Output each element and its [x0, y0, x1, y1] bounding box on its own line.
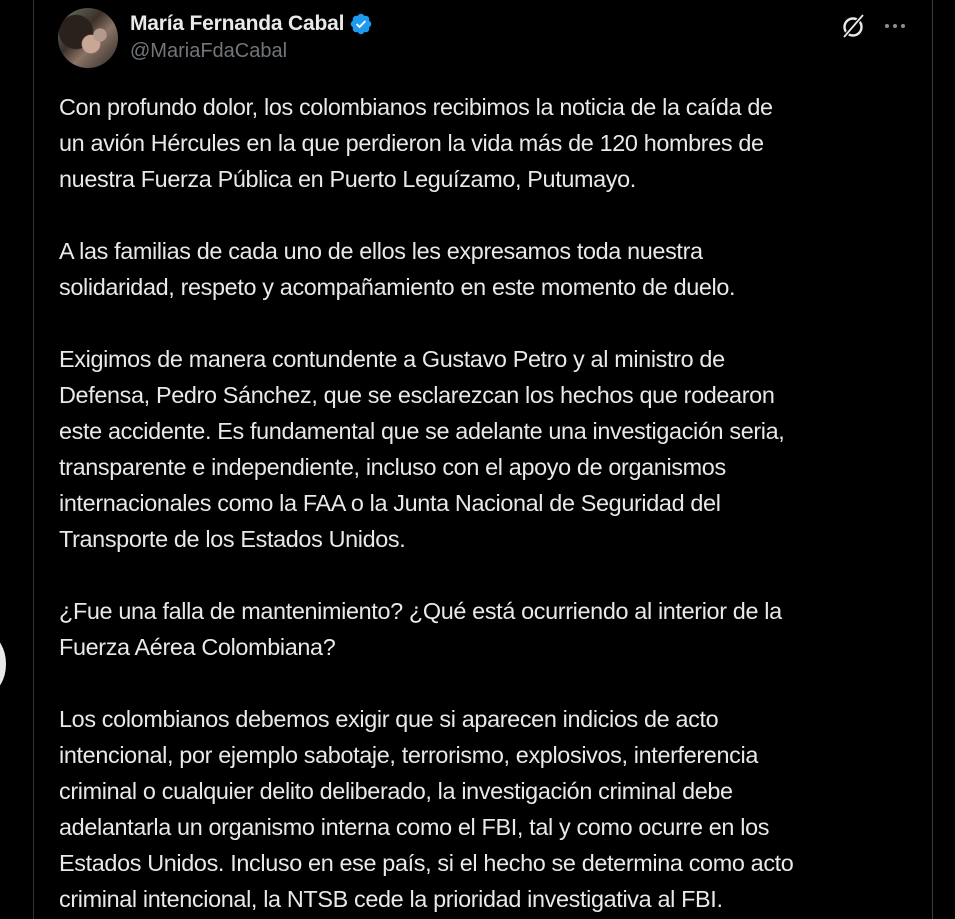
tweet-paragraph — [59, 341, 899, 557]
text-line: adelantarla un organismo interna como el FBI, tal y como ocurre en los — [59, 814, 770, 840]
dot — [893, 24, 897, 28]
user-info — [130, 10, 373, 63]
text-line: transparente e independiente, incluso con el apoyo de organismos — [59, 454, 726, 480]
timeline-border-left — [33, 0, 34, 919]
text-line: Estados Unidos. Incluso en ese país, si el hecho se determina como acto — [59, 850, 794, 876]
handle[interactable]: @MariaFdaCabal — [130, 40, 288, 62]
text-line: criminal o cualquier delito deliberado, la investigación criminal debe — [59, 778, 733, 804]
text-line: Transporte de los Estados Unidos. — [59, 526, 406, 552]
text-line: Exigimos de manera contundente a Gustavo Petro y al ministro de — [59, 346, 725, 372]
tweet-header — [58, 8, 918, 70]
text-line: Defensa, Pedro Sánchez, que se esclarezcan los hechos que rodearon — [59, 382, 775, 408]
text-line: criminal intencional, la NTSB cede la prioridad investigativa al FBI. — [59, 886, 723, 912]
text-line: A las familias de cada uno de ellos les expresamos toda nuestra — [59, 238, 703, 264]
text-line: un avión Hércules en la que perdieron la vida más de 120 hombres de — [59, 130, 764, 156]
text-line: ¿Fue una falla de mantenimiento? ¿Qué está ocurriendo al interior de la — [59, 598, 782, 624]
dot — [901, 24, 905, 28]
text-line: este accidente. Es fundamental que se adelante una investigación seria, — [59, 418, 785, 444]
timeline-border-right — [932, 0, 933, 919]
tweet-paragraph — [59, 233, 899, 305]
tweet-paragraph — [59, 701, 899, 917]
text-line: solidaridad, respeto y acompañamiento en este momento de duelo. — [59, 274, 736, 300]
more-options-icon[interactable] — [878, 14, 912, 38]
name-row — [130, 10, 373, 38]
tweet-paragraph — [59, 593, 899, 665]
text-line: Fuerza Aérea Colombiana? — [59, 634, 336, 660]
text-line: Con profundo dolor, los colombianos recibimos la noticia de la caída de — [59, 94, 773, 120]
display-name[interactable]: María Fernanda Cabal — [130, 12, 345, 35]
verified-badge-icon[interactable] — [349, 12, 373, 36]
text-line: Los colombianos debemos exigir que si aparecen indicios de acto — [59, 706, 719, 732]
avatar[interactable] — [58, 8, 118, 68]
text-line: intencional, por ejemplo sabotaje, terrorismo, explosivos, interferencia — [59, 742, 758, 768]
dot — [885, 24, 889, 28]
grok-icon[interactable] — [838, 10, 870, 42]
tweet-text — [59, 89, 899, 919]
text-line: internacionales como la FAA o la Junta Nacional de Seguridad del — [59, 490, 721, 516]
tweet-paragraph — [59, 89, 899, 197]
text-line: nuestra Fuerza Pública en Puerto Leguízamo, Putumayo. — [59, 166, 636, 192]
side-nav-button[interactable] — [0, 636, 6, 692]
